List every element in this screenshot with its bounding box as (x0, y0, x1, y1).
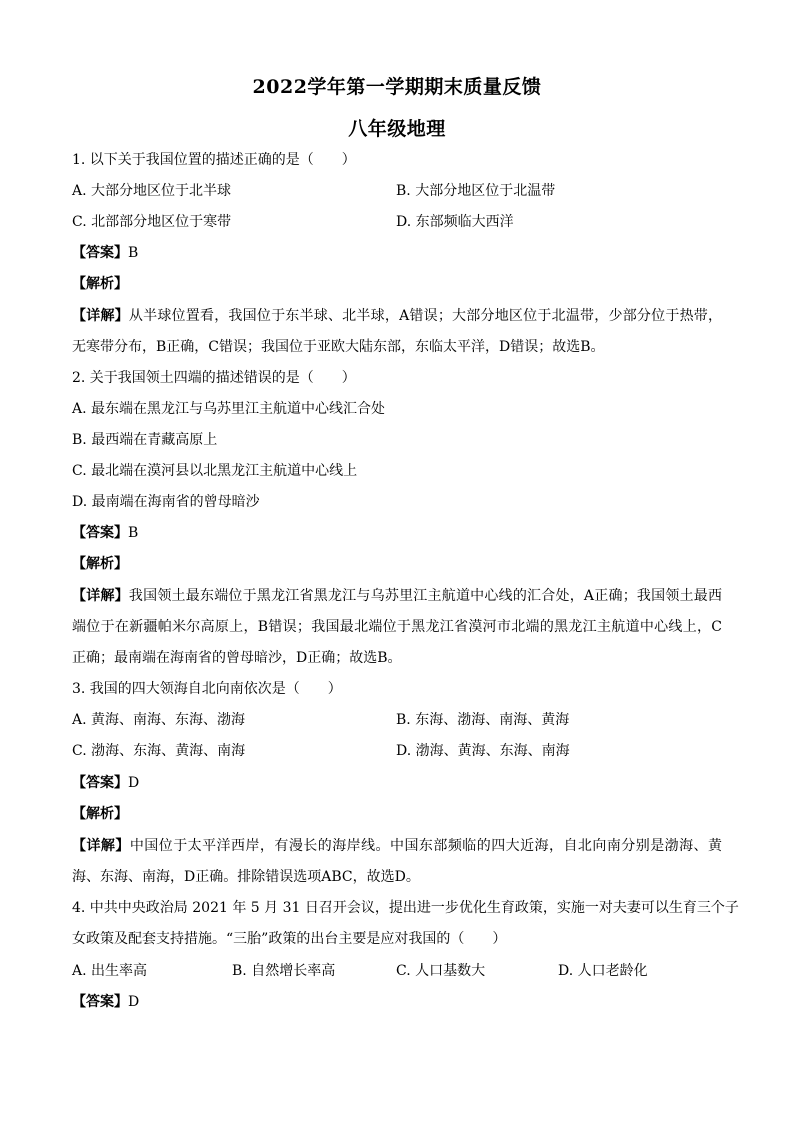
question-4-option-c: C. 人口基数大 (396, 963, 486, 979)
answer-value: B (128, 245, 139, 261)
document-subtitle: 八年级地理 (348, 118, 446, 140)
question-4-answer (72, 992, 139, 1012)
question-3-answer (72, 773, 139, 793)
question-3-option-d: D. 渤海、黄海、东海、南海 (396, 743, 570, 759)
question-1-option-c: C. 北部部分地区位于寒带 (72, 214, 232, 230)
answer-value: D (128, 775, 140, 791)
answer-label: 【答案】 (72, 245, 128, 261)
question-1-analysis-label: 【解析】 (72, 276, 128, 292)
question-2-option-b: B. 最西端在青藏高原上 (72, 432, 218, 448)
question-3-option-b: B. 东海、渤海、南海、黄海 (396, 712, 570, 728)
question-1-stem: 1. 以下关于我国位置的描述正确的是（ ） (72, 152, 356, 168)
question-4-stem-line-1: 4. 中共中央政治局 2021 年 5 月 31 日召开会议，提出进一步优化生育政策，实施一对夫妻可以生育三个子 (72, 900, 739, 916)
detail-label: 【详解】 (72, 588, 129, 604)
question-2-option-d: D. 最南端在海南省的曾母暗沙 (72, 494, 260, 510)
question-4-option-d: D. 人口老龄化 (558, 963, 648, 979)
question-2-answer (72, 523, 138, 543)
answer-label: 【答案】 (72, 775, 128, 791)
question-2-option-c: C. 最北端在漠河县以北黑龙江主航道中心线上 (72, 463, 358, 479)
detail-text: 中国位于太平洋西岸，有漫长的海岸线。中国东部频临的四大近海，自北向南分别是渤海、黄海、东海、南海，D正确。排除错误选项ABC，故选D。 (72, 838, 723, 885)
answer-value: D (128, 994, 140, 1010)
question-1-detail (72, 301, 722, 363)
answer-label: 【答案】 (72, 994, 128, 1010)
detail-text: 我国领土最东端位于黑龙江省黑龙江与乌苏里江主航道中心线的汇合处，A正确；我国领土最西端位于在新疆帕米尔高原上，B错误；我国最北端位于黑龙江省漠河市北端的黑龙江主航道中心线上，C正确；最南端在海南省的曾母暗沙，D正确；故选B。 (72, 588, 723, 666)
question-1-option-a: A. 大部分地区位于北半球 (72, 183, 232, 199)
question-3-stem: 3. 我国的四大领海自北向南依次是（ ） (72, 681, 342, 697)
question-1-option-d: D. 东部频临大西洋 (396, 214, 514, 230)
detail-text: 从半球位置看，我国位于东半球、北半球，A错误；大部分地区位于北温带，少部分位于热带，无寒带分布，B正确，C错误；我国位于亚欧大陆东部，东临太平洋，D错误；故选B。 (72, 308, 723, 355)
question-3-option-a: A. 黄海、南海、东海、渤海 (72, 712, 246, 728)
question-2-option-a: A. 最东端在黑龙江与乌苏里江主航道中心线汇合处 (72, 401, 386, 417)
answer-value: B (128, 525, 139, 541)
question-3-detail (72, 831, 722, 893)
question-4-stem-line-2: 女政策及配套支持措施。“三胎”政策的出台主要是应对我国的（ ） (72, 931, 507, 947)
question-4-option-a: A. 出生率高 (72, 963, 148, 979)
answer-label: 【答案】 (72, 525, 128, 541)
question-2-detail (72, 581, 722, 674)
question-3-option-c: C. 渤海、东海、黄海、南海 (72, 743, 246, 759)
question-4-option-b: B. 自然增长率高 (232, 963, 336, 979)
question-2-stem: 2. 关于我国领土四端的描述错误的是（ ） (72, 370, 356, 386)
document-title: 2022学年第一学期期末质量反馈 (252, 76, 542, 98)
question-3-analysis-label: 【解析】 (72, 806, 128, 822)
detail-label: 【详解】 (72, 308, 129, 324)
question-2-analysis-label: 【解析】 (72, 556, 128, 572)
detail-label: 【详解】 (72, 838, 130, 854)
question-1-option-b: B. 大部分地区位于北温带 (396, 183, 556, 199)
question-1-answer (72, 243, 138, 263)
